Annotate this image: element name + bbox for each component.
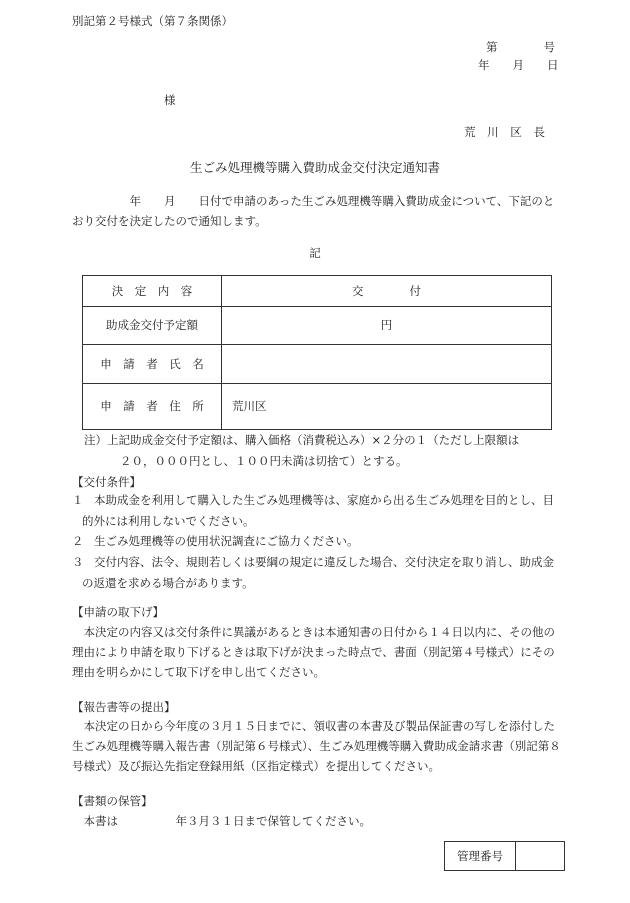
document-number-line: 第 号	[486, 40, 555, 54]
condition-text-cont: 的外には利用しないでください。	[82, 514, 255, 528]
date-line: 年 月 日	[478, 58, 559, 72]
withdrawal-text: 本決定の内容又は交付条件に異議があるときは本通知書の日付から１４日以内に、その他の理由により申請を取り下げるときは取下げが決まった時点で、書面（別記第４号様式）にその理由を明らかにして取下げを申し出てください。	[72, 625, 555, 679]
condition-text-cont: の返還を求める場合があります。	[82, 576, 254, 590]
report-text: 本決定の日から今年度の３月１５日までに、領収書の本書及び製品保証書の写しを添付した生ごみ処理機等購入報告書（別記第６号様式）、生ごみ処理機等購入費助成金請求書（別記第８号様式）及び振込先指定登録用紙（区指定様式）を提出してください。	[72, 719, 561, 773]
form-id: 別記第２号様式（第７条関係）	[72, 14, 233, 28]
storage-heading: 【書類の保管】	[72, 794, 153, 808]
condition-number: ２	[72, 534, 84, 548]
list-item	[72, 531, 562, 552]
recipient-honorific: 様	[164, 93, 176, 107]
report-heading: 【報告書等の提出】	[72, 700, 176, 714]
withdrawal-heading: 【申請の取下げ】	[72, 605, 164, 619]
row-value-decision: 交 付	[222, 276, 552, 307]
condition-number: ３	[72, 555, 84, 569]
decision-table	[82, 275, 552, 430]
management-number-value	[516, 842, 565, 871]
issuer: 荒 川 区 長	[464, 125, 549, 139]
intro-paragraph: 年 月 日付で申請のあった生ごみ処理機等購入費助成金について、下記のとおり交付を決定したので通知します。	[72, 194, 555, 228]
list-item	[72, 552, 562, 594]
document-title: 生ごみ処理機等購入費助成金交付決定通知書	[189, 160, 440, 175]
list-item	[72, 490, 562, 532]
row-label-amount: 助成金交付予定額	[83, 307, 222, 345]
storage-text: 本書は 年３月３１日まで保管してください。	[72, 814, 371, 828]
row-label-applicant-address: 申 請 者 住 所	[83, 384, 222, 430]
table-row	[83, 307, 552, 345]
row-label-decision: 決 定 内 容	[83, 276, 222, 307]
condition-number: １	[72, 493, 84, 507]
row-value-amount: 円	[222, 307, 552, 345]
note-line-1: 注）上記助成金交付予定額は、購入価格（消費税込み）×２分の１（ただし上限額は	[84, 433, 520, 447]
condition-text: 本助成金を利用して購入した生ごみ処理機等は、家庭から出る生ごみ処理を目的とし、目	[94, 493, 554, 507]
table-row	[83, 276, 552, 307]
table-row	[83, 345, 552, 384]
note-line-2: ２０，０００円とし、１００円未満は切捨て）とする。	[120, 454, 408, 468]
condition-text: 生ごみ処理機等の使用状況調査にご協力ください。	[94, 534, 359, 548]
condition-text: 交付内容、法令、規則若しくは要綱の規定に違反した場合、交付決定を取り消し、助成金	[94, 555, 554, 569]
table-row	[83, 384, 552, 430]
row-value-applicant-name	[222, 345, 552, 384]
row-value-applicant-address: 荒川区	[222, 384, 552, 430]
ki-marker: 記	[309, 246, 321, 260]
conditions-heading: 【交付条件】	[72, 475, 141, 489]
row-label-applicant-name: 申 請 者 氏 名	[83, 345, 222, 384]
management-number-box	[444, 841, 565, 871]
management-number-label: 管理番号	[445, 842, 516, 871]
